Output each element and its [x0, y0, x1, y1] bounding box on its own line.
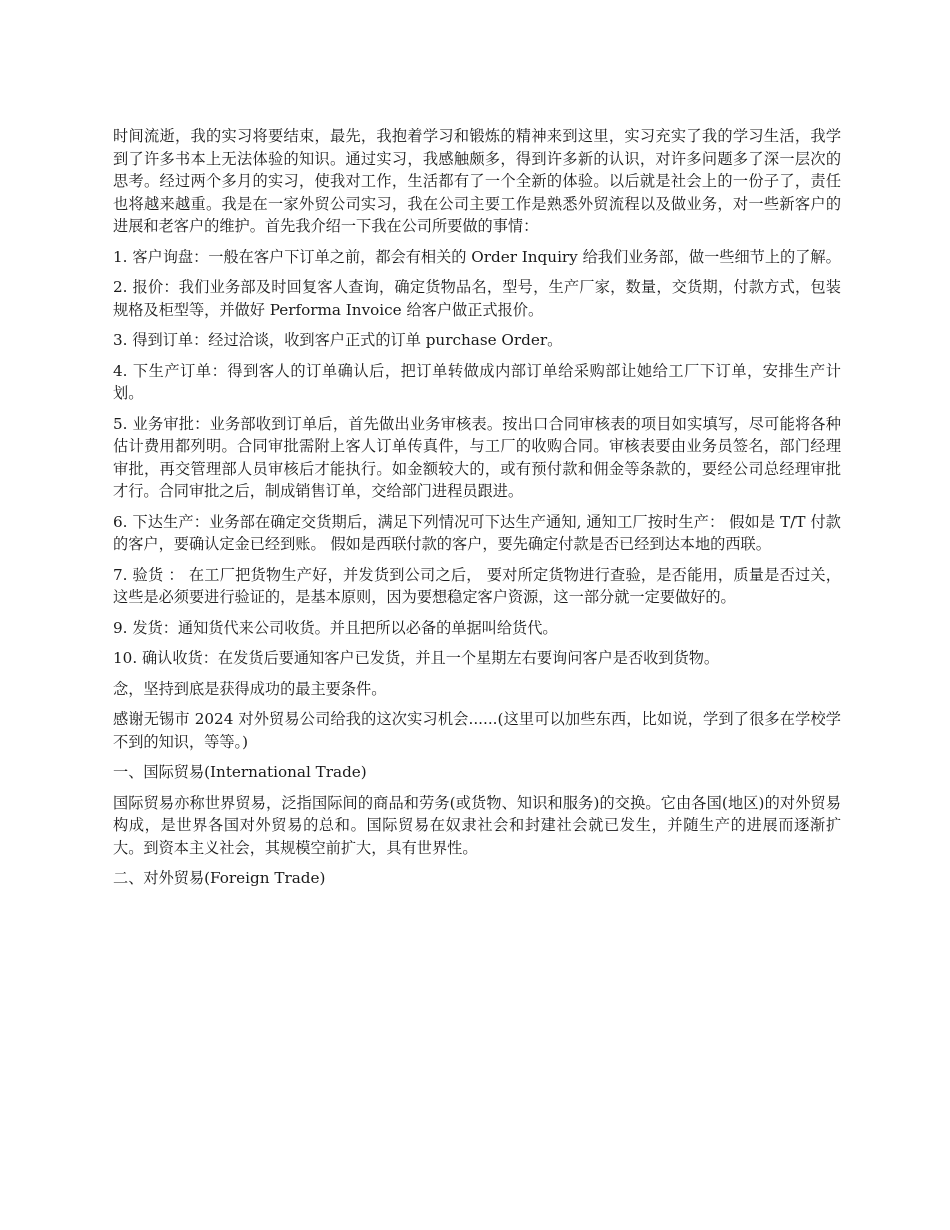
section-heading-foreign-trade: 二、对外贸易(Foreign Trade)	[113, 869, 326, 887]
international-trade-paragraph: 国际贸易亦称世界贸易，泛指国际间的商品和劳务(或货物、知识和服务)的交换。它由各国(地区)的对外贸易构成，是世界各国对外贸易的总和。国际贸易在奴隶社会和封建社会就已发生，并随生产的进展而逐渐扩大。到资本主义社会，其规模空前扩大，具有世界性。	[113, 793, 841, 857]
thanks-paragraph: 感谢无锡市 2024 对外贸易公司给我的这次实习机会......(这里可以加些东西，比如说，学到了很多在学校学不到的知识，等等。)	[113, 710, 841, 751]
step-start-production: 6. 下达生产：业务部在确定交货期后，满足下列情况可下达生产通知, 通知工厂按时生产： 假如是 T/T 付款的客户，要确认定金已经到账。 假如是西联付款的客户，要先确定付款是否已经到达本地的西联。	[113, 512, 841, 553]
section-heading-international-trade: 一、国际贸易(International Trade)	[113, 763, 367, 781]
closing-sentence: 念，坚持到底是获得成功的最主要条件。	[113, 679, 387, 698]
intro-paragraph: 时间流逝，我的实习将要结束，最先，我抱着学习和锻炼的精神来到这里，实习充实了我的学习生活，我学到了许多书本上无法体验的知识。通过实习，我感触颇多，得到许多新的认识，对许多问题多了深一层次的思考。经过两个多月的实习，使我对工作，生活都有了一个全新的体验。以后就是社会上的一份子了，责任也将越来越重。我是在一家外贸公司实习，我在公司主要工作是熟悉外贸流程以及做业务，对一些新客户的进展和老客户的维护。首先我介绍一下我在公司所要做的事情：	[113, 127, 841, 235]
step-quotation: 2. 报价：我们业务部及时回复客人查询，确定货物品名，型号，生产厂家，数量，交货期，付款方式，包装规格及柜型等，并做好 Performa Invoice 给客户做正式报价。	[113, 278, 841, 319]
document-page	[113, 125, 841, 898]
step-inspection: 7. 验货 ： 在工厂把货物生产好，并发货到公司之后， 要对所定货物进行查验，是否能用，质量是否过关，这些是必须要进行验证的，是基本原则，因为要想稳定客户资源，这一部分就一定要做好的。	[113, 565, 841, 606]
step-shipping: 9. 发货：通知货代来公司收货。并且把所以必备的单据叫给货代。	[113, 618, 558, 637]
step-customer-inquiry: 1. 客户询盘：一般在客户下订单之前，都会有相关的 Order Inquiry 给我们业务部，做一些细节上的了解。	[113, 247, 841, 266]
step-confirm-receipt: 10. 确认收货：在发货后要通知客户已发货，并且一个星期左右要询问客户是否收到货物。	[113, 649, 720, 667]
step-business-approval: 5. 业务审批：业务部收到订单后，首先做出业务审核表。按出口合同审核表的项目如实填写，尽可能将各种估计费用都列明。合同审批需附上客人订单传真件，与工厂的收购合同。审核表要由业务员签名，部门经理审批，再交管理部人员审核后才能执行。如金额较大的，或有预付款和佣金等条款的，要经公司总经理审批才行。合同审批之后，制成销售订单，交给部门进程员跟进。	[113, 414, 841, 500]
step-production-order: 4. 下生产订单：得到客人的订单确认后，把订单转做成内部订单给采购部让她给工厂下订单，安排生产计划。	[113, 361, 841, 402]
step-receive-order: 3. 得到订单：经过洽谈，收到客户正式的订单 purchase Order。	[113, 331, 563, 349]
